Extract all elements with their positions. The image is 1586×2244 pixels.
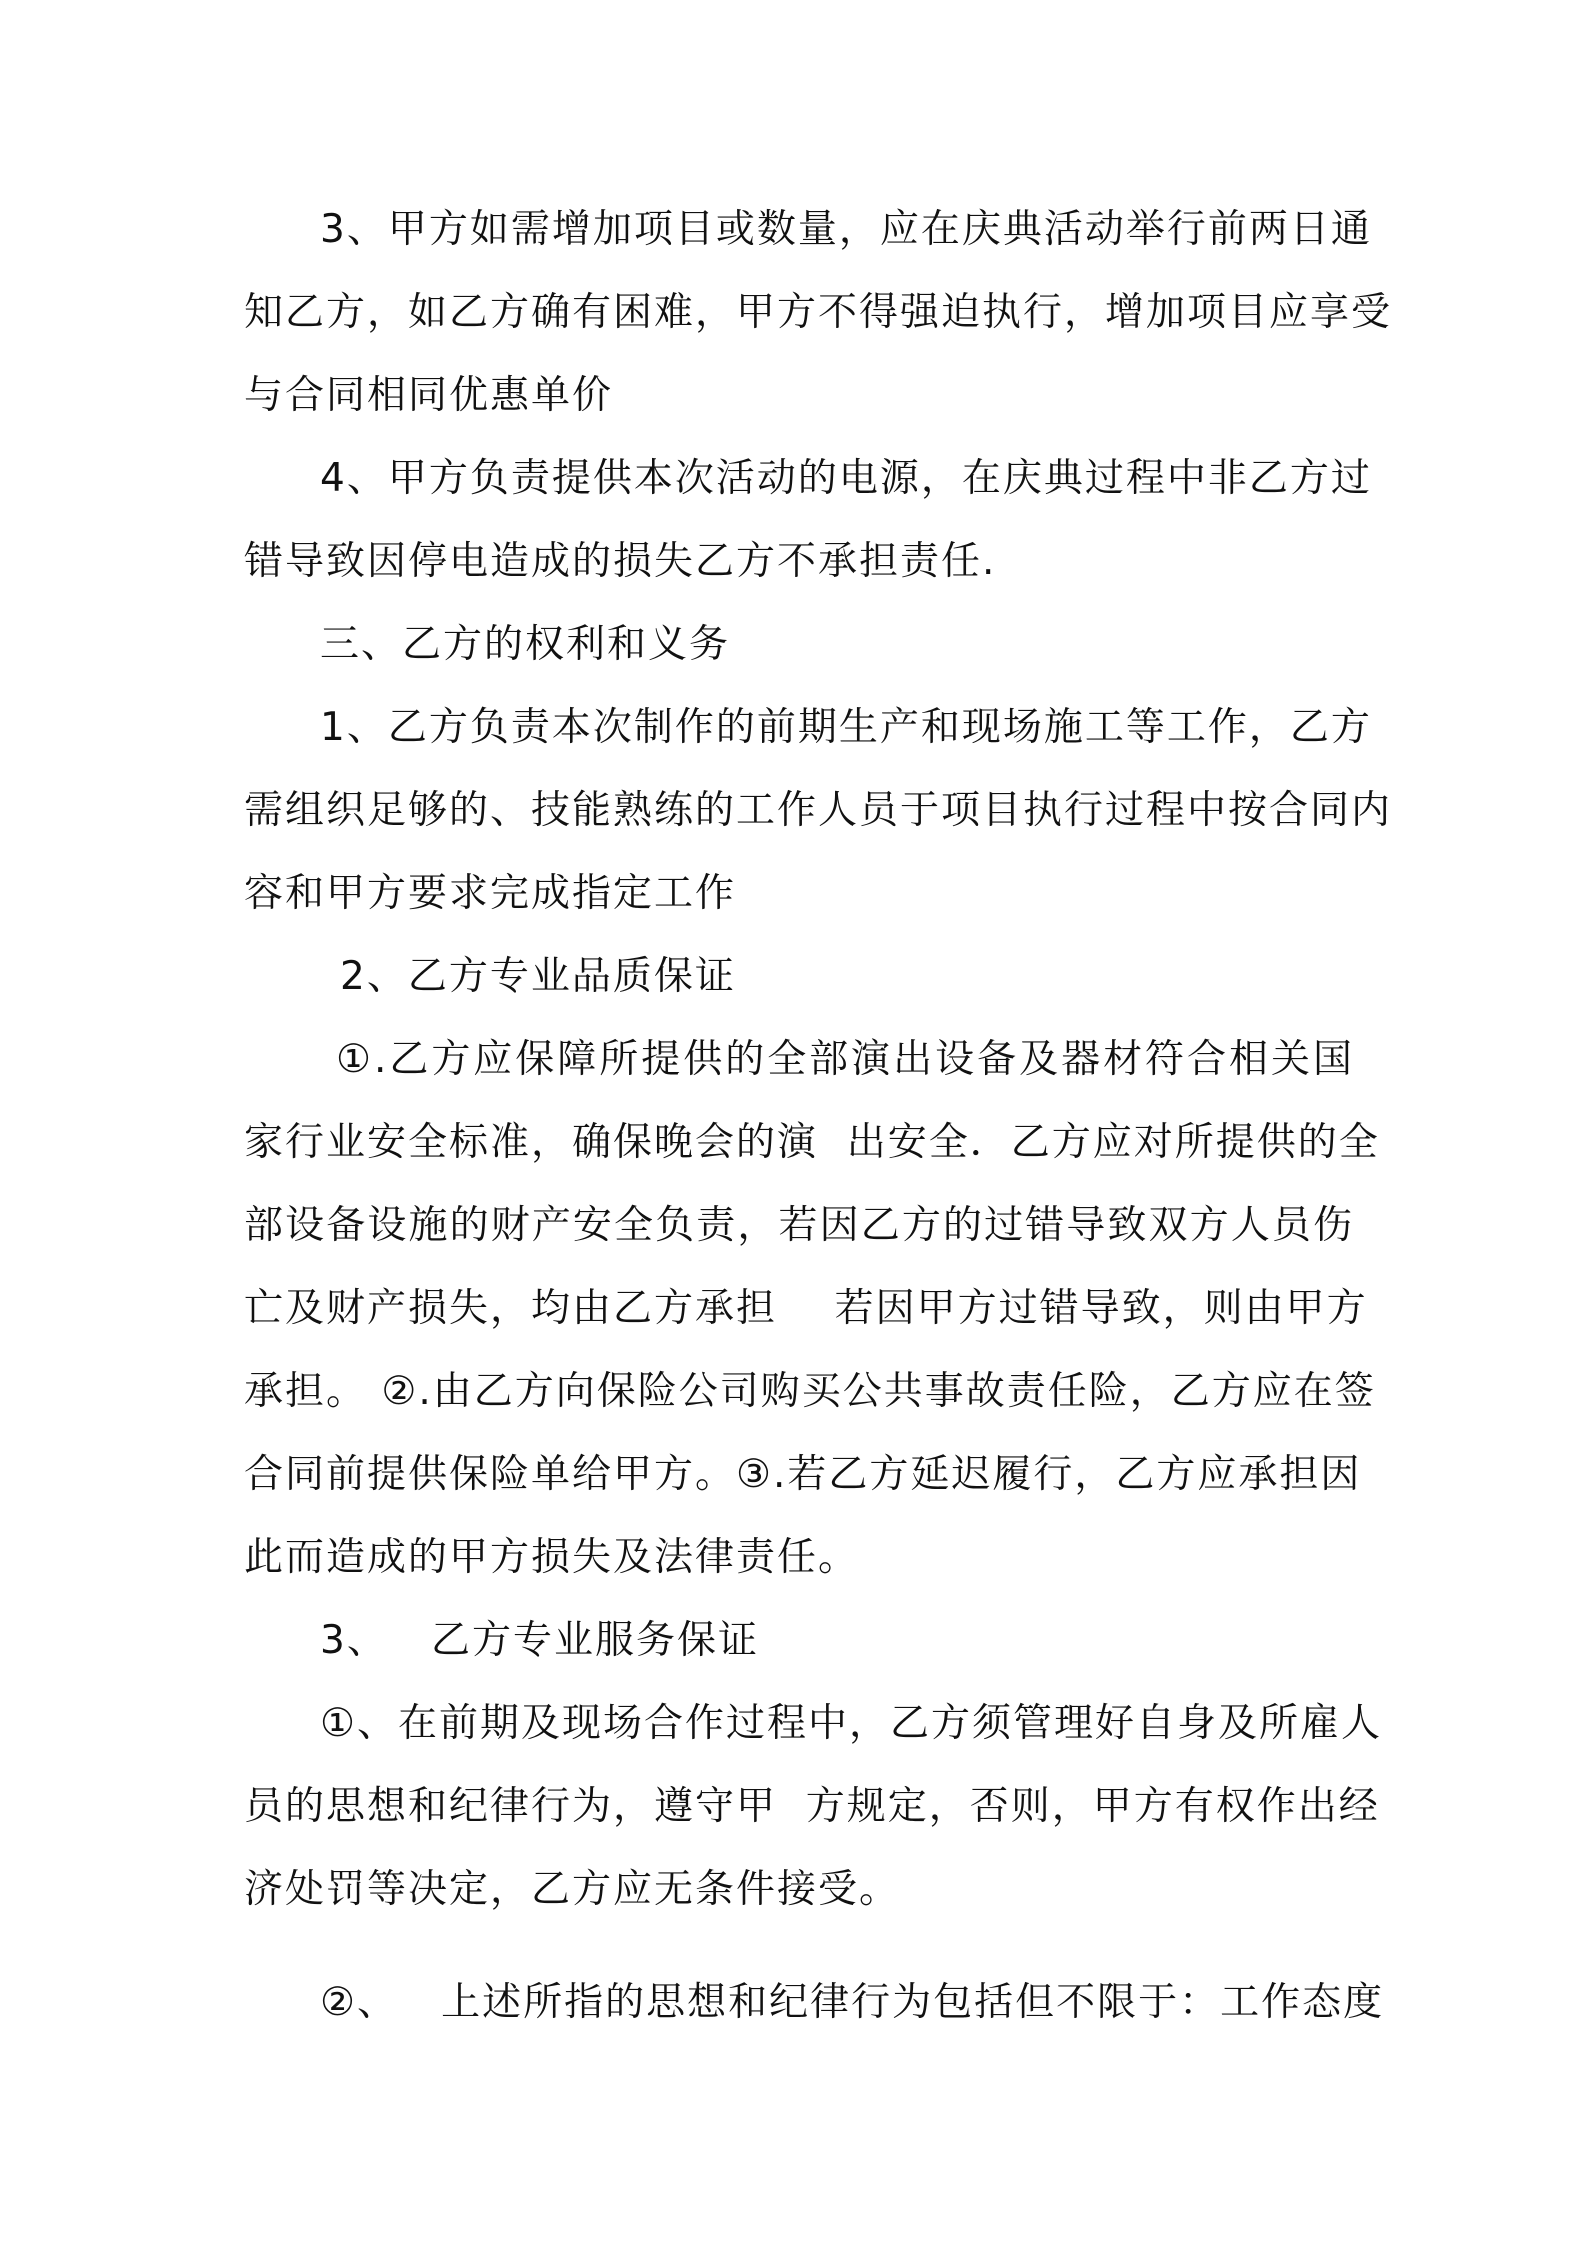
text-line-21: 济处罚等决定，乙方应无条件接受。 [244,1867,901,1912]
text-line-3: 与合同相同优惠单价 [244,373,614,418]
section-heading-3: 三、乙方的权利和义务 [320,622,731,667]
text-line-9: 容和甲方要求完成指定工作 [244,871,737,916]
text-line-5: 错导致因停电造成的损失乙方不承担责任. [244,539,997,584]
text-line-8: 需组织足够的、技能熟练的工作人员于项目执行过程中按合同内 [244,788,1393,833]
text-line-16: 合同前提供保险单给甲方。③.若乙方延迟履行，乙方应承担因 [244,1452,1362,1497]
text-line-22: ②、 上述所指的思想和纪律行为包括但不限于：工作态度 [320,1980,1385,2025]
text-line-13: 部设备设施的财产安全负责，若因乙方的过错导致双方人员伤 [244,1203,1354,1248]
text-line-20: 员的思想和纪律行为，遵守甲 方规定，否则，甲方有权作出经 [244,1784,1380,1829]
text-line-15: 承担。 ②.由乙方向保险公司购买公共事故责任险，乙方应在签 [244,1369,1376,1414]
text-line-12: 家行业安全标准，确保晚会的演 出安全．乙方应对所提供的全 [244,1120,1380,1165]
subheading-quality-guarantee: 2、乙方专业品质保证 [340,954,736,999]
text-line-2: 知乙方，如乙方确有困难，甲方不得强迫执行，增加项目应享受 [244,290,1393,335]
text-line-19: ①、在前期及现场合作过程中，乙方须管理好自身及所雇人 [320,1701,1382,1746]
text-line-14: 亡及财产损失，均由乙方承担 若因甲方过错导致，则由甲方 [244,1286,1368,1331]
text-line-17: 此而造成的甲方损失及法律责任。 [244,1535,860,1580]
text-line-4: 4、甲方负责提供本次活动的电源，在庆典过程中非乙方过 [320,456,1372,501]
text-line-7: 1、乙方负责本次制作的前期生产和现场施工等工作，乙方 [320,705,1372,750]
text-line-11: ①.乙方应保障所提供的全部演出设备及器材符合相关国 [336,1037,1354,1082]
text-line-1: 3、甲方如需增加项目或数量，应在庆典活动举行前两日通 [320,207,1372,252]
subheading-service-guarantee: 3、 乙方专业服务保证 [320,1618,760,1663]
